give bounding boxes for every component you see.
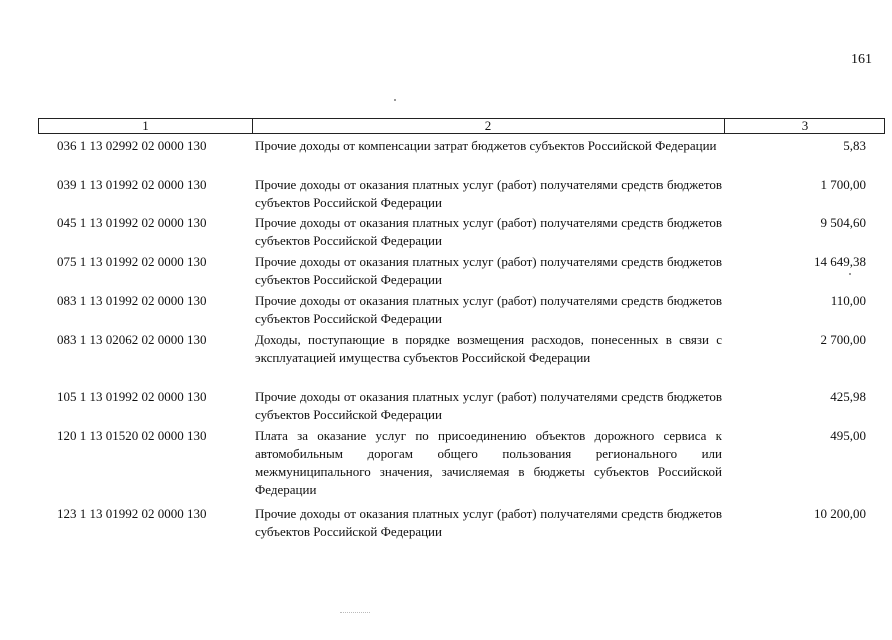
row-code: 083 1 13 01992 02 0000 130 bbox=[57, 293, 207, 308]
scan-speck bbox=[849, 273, 851, 275]
row-amount: 10 200,00 bbox=[814, 506, 866, 521]
row-amount: 2 700,00 bbox=[820, 332, 866, 347]
row-code: 083 1 13 02062 02 0000 130 bbox=[57, 332, 207, 347]
column-header-3: 3 bbox=[801, 118, 809, 133]
row-description: Прочие доходы от оказания платных услуг (работ) получателями средств бюджетов субъектов Российской Федерации bbox=[255, 254, 722, 287]
page-number: 161 bbox=[851, 52, 872, 67]
row-code: 120 1 13 01520 02 0000 130 bbox=[57, 428, 207, 443]
row-description: Доходы, поступающие в порядке возмещения расходов, понесенных в связи с эксплуатацией имущества субъектов Российской Федерации bbox=[255, 332, 722, 365]
column-header-2: 2 bbox=[252, 119, 725, 133]
row-description: Прочие доходы от компенсации затрат бюджетов субъектов Российской Федерации bbox=[255, 138, 717, 153]
row-amount: 5,83 bbox=[843, 138, 866, 153]
row-description: Прочие доходы от оказания платных услуг (работ) получателями средств бюджетов субъектов Российской Федерации bbox=[255, 293, 722, 326]
column-header-1: 1 bbox=[39, 119, 253, 133]
table-header bbox=[38, 118, 885, 134]
row-description: Прочие доходы от оказания платных услуг (работ) получателями средств бюджетов субъектов Российской Федерации bbox=[255, 215, 722, 248]
row-code: 075 1 13 01992 02 0000 130 bbox=[57, 254, 207, 269]
row-code: 036 1 13 02992 02 0000 130 bbox=[57, 138, 207, 153]
row-code: 123 1 13 01992 02 0000 130 bbox=[57, 506, 207, 521]
row-code: 039 1 13 01992 02 0000 130 bbox=[57, 177, 207, 192]
row-description: Прочие доходы от оказания платных услуг (работ) получателями средств бюджетов субъектов Российской Федерации bbox=[255, 389, 722, 422]
row-description: Прочие доходы от оказания платных услуг (работ) получателями средств бюджетов субъектов Российской Федерации bbox=[255, 177, 722, 210]
row-description: Прочие доходы от оказания платных услуг (работ) получателями средств бюджетов субъектов Российской Федерации bbox=[255, 506, 722, 539]
scan-speck bbox=[394, 99, 396, 101]
scan-dots bbox=[340, 612, 370, 615]
row-amount: 1 700,00 bbox=[820, 177, 866, 192]
row-amount: 110,00 bbox=[830, 293, 866, 308]
row-code: 045 1 13 01992 02 0000 130 bbox=[57, 215, 207, 230]
row-amount: 14 649,38 bbox=[814, 254, 866, 269]
row-amount: 425,98 bbox=[830, 389, 866, 404]
row-description: Плата за оказание услуг по присоединению объектов дорожного сервиса к автомобильным дорогам общего пользования регионального или межмуниципального значения, зачисляемая в бюджеты субъектов Российской Федерации bbox=[255, 428, 722, 497]
row-amount: 9 504,60 bbox=[820, 215, 866, 230]
row-amount: 495,00 bbox=[830, 428, 866, 443]
row-code: 105 1 13 01992 02 0000 130 bbox=[57, 389, 207, 404]
